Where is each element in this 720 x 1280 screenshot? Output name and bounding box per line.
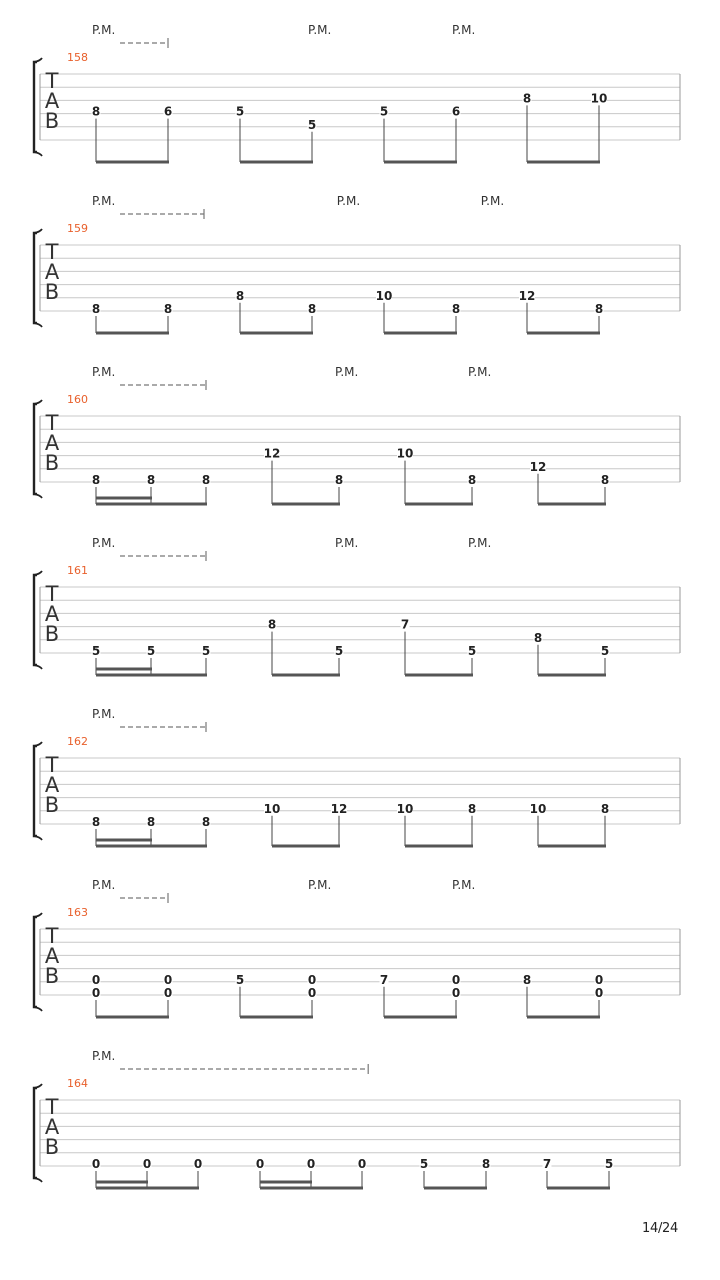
fret-number: 0 bbox=[357, 1157, 367, 1171]
fret-number: 8 bbox=[467, 801, 477, 816]
tab-clef-letter: T bbox=[45, 1095, 59, 1119]
tab-clef-letter: T bbox=[45, 753, 59, 777]
fret-number: 12 bbox=[529, 459, 547, 474]
beam bbox=[527, 332, 600, 335]
tab-clef-letter: A bbox=[44, 89, 60, 113]
beam bbox=[96, 332, 169, 335]
fret-number: 8 bbox=[91, 473, 101, 487]
fret-number: 8 bbox=[91, 104, 101, 119]
tab-clef-letter: B bbox=[44, 793, 60, 817]
fret-number: 0 bbox=[142, 1157, 152, 1171]
fret-number: 5 bbox=[379, 104, 389, 119]
tab-clef-letter: T bbox=[45, 411, 59, 435]
palm-mute-label: P.M. bbox=[468, 536, 492, 550]
tab-clef-letter: T bbox=[45, 582, 59, 606]
beam bbox=[384, 1016, 457, 1019]
fret-number: 0 bbox=[594, 972, 604, 987]
tab-system bbox=[34, 707, 680, 848]
measure-number: 164 bbox=[67, 1077, 88, 1090]
tab-clef-letter: A bbox=[44, 1115, 60, 1139]
fret-number: 0 bbox=[255, 1157, 265, 1171]
fret-number: 5 bbox=[307, 117, 317, 132]
fret-number: 8 bbox=[600, 801, 610, 816]
fret-number: 5 bbox=[201, 644, 211, 658]
fret-number: 8 bbox=[163, 302, 173, 316]
fret-number: 0 bbox=[91, 986, 101, 1000]
measure-number: 160 bbox=[67, 393, 88, 406]
fret-number: 7 bbox=[542, 1157, 552, 1171]
fret-number: 8 bbox=[594, 302, 604, 316]
palm-mute-label: P.M. bbox=[92, 365, 116, 379]
fret-number: 8 bbox=[533, 630, 543, 645]
system-brace bbox=[34, 404, 37, 494]
fret-number: 8 bbox=[600, 473, 610, 487]
fret-number: 6 bbox=[451, 104, 461, 119]
tab-clef-letter: T bbox=[45, 240, 59, 264]
system-brace bbox=[34, 62, 37, 152]
fret-number: 8 bbox=[146, 473, 156, 487]
beam bbox=[272, 674, 340, 677]
tab-clef-letter: A bbox=[44, 944, 60, 968]
beam-secondary bbox=[96, 497, 152, 500]
measure-number: 163 bbox=[67, 906, 88, 919]
beam bbox=[96, 674, 207, 677]
fret-number: 5 bbox=[235, 972, 245, 987]
tab-clef-letter: B bbox=[44, 1135, 60, 1159]
palm-mute-label: P.M. bbox=[308, 878, 332, 892]
palm-mute-label: P.M. bbox=[308, 23, 332, 37]
fret-number: 0 bbox=[307, 972, 317, 987]
fret-number: 10 bbox=[529, 801, 547, 816]
beam bbox=[538, 845, 606, 848]
beam-secondary bbox=[260, 1181, 312, 1184]
fret-number: 5 bbox=[600, 644, 610, 658]
fret-number: 5 bbox=[146, 644, 156, 658]
tab-system bbox=[34, 23, 680, 164]
fret-number: 5 bbox=[235, 104, 245, 119]
fret-number: 10 bbox=[375, 288, 393, 303]
beam bbox=[405, 674, 473, 677]
fret-number: 8 bbox=[201, 815, 211, 829]
beam-secondary bbox=[96, 668, 152, 671]
tab-clef-letter: A bbox=[44, 260, 60, 284]
system-brace bbox=[34, 233, 37, 323]
tab-clef-letter: A bbox=[44, 431, 60, 455]
palm-mute-label: P.M. bbox=[92, 536, 116, 550]
fret-number: 8 bbox=[451, 302, 461, 316]
fret-number: 12 bbox=[263, 446, 281, 461]
tab-system bbox=[34, 194, 680, 335]
beam bbox=[538, 674, 606, 677]
fret-number: 7 bbox=[400, 617, 410, 632]
beam bbox=[96, 1187, 199, 1190]
fret-number: 8 bbox=[307, 302, 317, 316]
tab-system bbox=[34, 878, 680, 1019]
palm-mute-label: P.M. bbox=[92, 1049, 116, 1063]
fret-number: 5 bbox=[419, 1157, 429, 1171]
beam bbox=[240, 1016, 313, 1019]
palm-mute-label: P.M. bbox=[452, 878, 476, 892]
beam bbox=[405, 503, 473, 506]
palm-mute-label: P.M. bbox=[336, 194, 361, 208]
measure-number: 162 bbox=[67, 735, 88, 748]
fret-number: 10 bbox=[590, 91, 608, 106]
fret-number: 0 bbox=[163, 986, 173, 1000]
beam bbox=[260, 1187, 363, 1190]
tab-clef-letter: B bbox=[44, 280, 60, 304]
fret-number: 10 bbox=[263, 801, 281, 816]
fret-number: 0 bbox=[594, 986, 604, 1000]
beam bbox=[405, 845, 473, 848]
fret-number: 5 bbox=[334, 644, 344, 658]
beam bbox=[96, 161, 169, 164]
measure-number: 161 bbox=[67, 564, 88, 577]
beam bbox=[424, 1187, 487, 1190]
measure-number: 158 bbox=[67, 51, 88, 64]
beam bbox=[538, 503, 606, 506]
fret-number: 8 bbox=[91, 302, 101, 316]
palm-mute-label: P.M. bbox=[92, 194, 116, 208]
tab-clef-letter: B bbox=[44, 451, 60, 475]
beam bbox=[384, 161, 457, 164]
fret-number: 12 bbox=[518, 288, 536, 303]
fret-number: 8 bbox=[467, 473, 477, 487]
fret-number: 0 bbox=[193, 1157, 203, 1171]
palm-mute-label: P.M. bbox=[92, 707, 116, 721]
fret-number: 0 bbox=[451, 972, 461, 987]
fret-number: 0 bbox=[163, 972, 173, 987]
fret-number: 8 bbox=[522, 91, 532, 106]
fret-number: 8 bbox=[91, 815, 101, 829]
fret-number: 8 bbox=[201, 473, 211, 487]
beam bbox=[96, 1016, 169, 1019]
palm-mute-label: P.M. bbox=[335, 365, 359, 379]
beam-secondary bbox=[96, 839, 152, 842]
fret-number: 8 bbox=[481, 1157, 491, 1171]
fret-number: 5 bbox=[604, 1157, 614, 1171]
fret-number: 8 bbox=[522, 972, 532, 987]
system-brace bbox=[34, 575, 37, 665]
beam bbox=[96, 503, 207, 506]
fret-number: 5 bbox=[467, 644, 477, 658]
fret-number: 0 bbox=[306, 1157, 316, 1171]
fret-number: 8 bbox=[146, 815, 156, 829]
palm-mute-label: P.M. bbox=[335, 536, 359, 550]
fret-number: 7 bbox=[379, 972, 389, 987]
palm-mute-label: P.M. bbox=[92, 23, 116, 37]
beam bbox=[240, 161, 313, 164]
beam bbox=[547, 1187, 610, 1190]
fret-number: 0 bbox=[91, 1157, 101, 1171]
fret-number: 5 bbox=[91, 644, 101, 658]
beam bbox=[272, 503, 340, 506]
palm-mute-label: P.M. bbox=[92, 878, 116, 892]
beam bbox=[384, 332, 457, 335]
tab-clef-letter: B bbox=[44, 622, 60, 646]
measure-number: 159 bbox=[67, 222, 88, 235]
palm-mute-label: P.M. bbox=[480, 194, 505, 208]
tab-system bbox=[34, 1049, 680, 1190]
tab-clef-letter: T bbox=[45, 924, 59, 948]
tab-clef-letter: A bbox=[44, 773, 60, 797]
tab-clef-letter: A bbox=[44, 602, 60, 626]
beam bbox=[240, 332, 313, 335]
beam bbox=[272, 845, 340, 848]
fret-number: 8 bbox=[235, 288, 245, 303]
page-indicator: 14/24 bbox=[642, 1221, 678, 1236]
fret-number: 0 bbox=[451, 986, 461, 1000]
system-brace bbox=[34, 1088, 37, 1178]
fret-number: 12 bbox=[330, 801, 348, 816]
beam bbox=[527, 161, 600, 164]
fret-number: 10 bbox=[396, 446, 414, 461]
palm-mute-label: P.M. bbox=[452, 23, 476, 37]
tab-clef-letter: T bbox=[45, 69, 59, 93]
fret-number: 10 bbox=[396, 801, 414, 816]
tab-system bbox=[34, 536, 680, 677]
tab-system bbox=[34, 365, 680, 506]
fret-number: 6 bbox=[163, 104, 173, 119]
tab-clef-letter: B bbox=[44, 109, 60, 133]
fret-number: 0 bbox=[91, 972, 101, 987]
beam-secondary bbox=[96, 1181, 148, 1184]
palm-mute-label: P.M. bbox=[468, 365, 492, 379]
beam bbox=[527, 1016, 600, 1019]
tab-clef-letter: B bbox=[44, 964, 60, 988]
system-brace bbox=[34, 917, 37, 1007]
fret-number: 8 bbox=[334, 473, 344, 487]
system-brace bbox=[34, 746, 37, 836]
fret-number: 0 bbox=[307, 986, 317, 1000]
fret-number: 8 bbox=[267, 617, 277, 632]
beam bbox=[96, 845, 207, 848]
